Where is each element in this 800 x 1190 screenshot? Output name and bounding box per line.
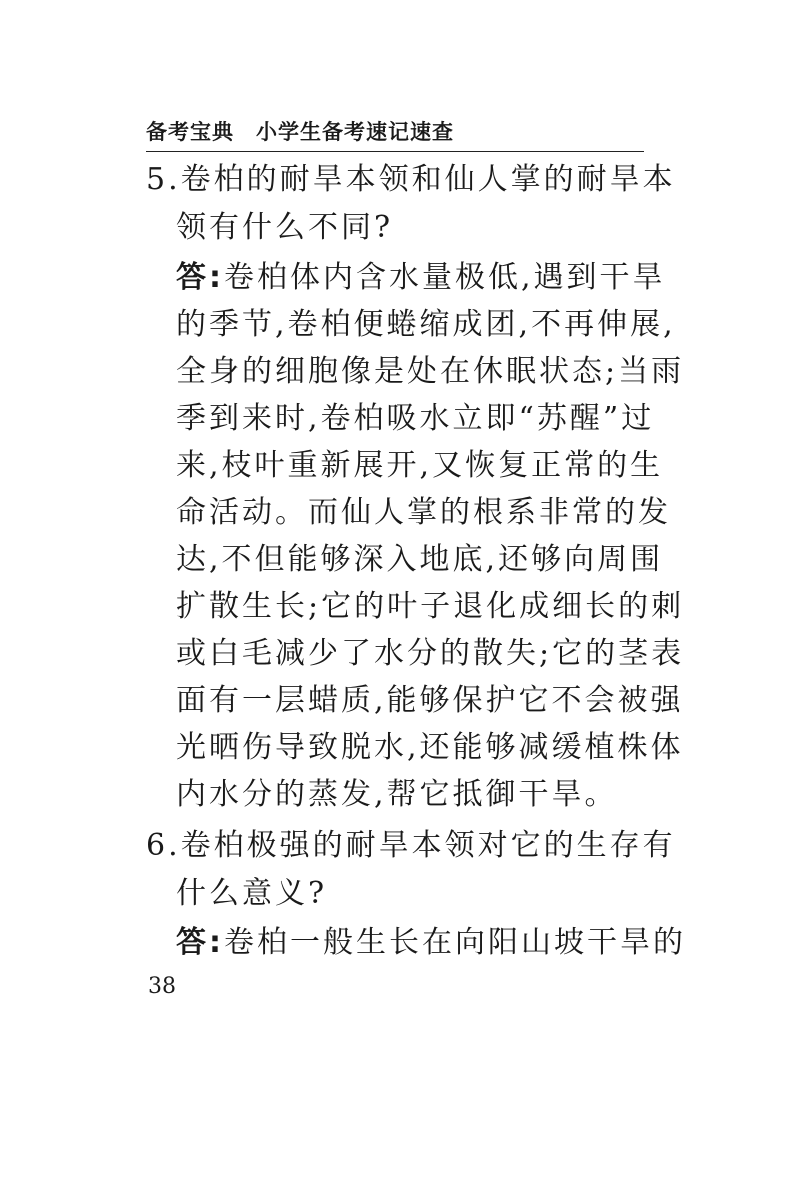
question-5-line-2: 领有什么不同?	[176, 210, 394, 245]
book-title: 小学生备考速记速查	[256, 120, 454, 144]
answer-5-line-6: 命活动。而仙人掌的根系非常的发	[176, 495, 671, 530]
answer-5-line-3: 全身的细胞像是处在休眠状态;当雨	[176, 354, 685, 389]
answer-6-line-1	[176, 925, 686, 961]
answer-5-line-2: 的季节,卷柏便蜷缩成团,不再伸展,	[176, 307, 676, 342]
answer-6-text-1: 卷柏一般生长在向阳山坡干旱的	[224, 925, 686, 960]
answer-5-line-4: 季到来时,卷柏吸水立即“苏醒”过	[176, 401, 655, 436]
question-5-line-1: 5.卷柏的耐旱本领和仙人掌的耐旱本	[146, 162, 676, 197]
answer-5-line-10: 面有一层蜡质,能够保护它不会被强	[176, 683, 684, 718]
answer-label: 答:	[176, 925, 224, 960]
question-6-line-1: 6.卷柏极强的耐旱本领对它的生存有	[146, 828, 676, 863]
answer-5-line-7: 达,不但能够深入地底,还够向周围	[176, 542, 664, 577]
header-rule	[146, 151, 644, 152]
answer-5-line-12: 内水分的蒸发,帮它抵御干旱。	[176, 777, 618, 812]
page-number: 38	[148, 974, 176, 999]
answer-5-line-1	[176, 260, 666, 296]
answer-label: 答:	[176, 260, 224, 295]
answer-5-line-5: 来,枝叶重新展开,又恢复正常的生	[176, 448, 664, 483]
question-6-line-2: 什么意义?	[176, 876, 328, 911]
series-title: 备考宝典	[146, 120, 234, 144]
answer-5-line-9: 或白毛减少了水分的散失;它的茎表	[176, 636, 685, 671]
answer-5-line-8: 扩散生长;它的叶子退化成细长的刺	[176, 589, 685, 624]
answer-5-line-11: 光晒伤导致脱水,还能够减缓植株体	[176, 730, 684, 765]
running-header	[146, 116, 454, 146]
answer-5-text-1: 卷柏体内含水量极低,遇到干旱	[224, 260, 666, 295]
